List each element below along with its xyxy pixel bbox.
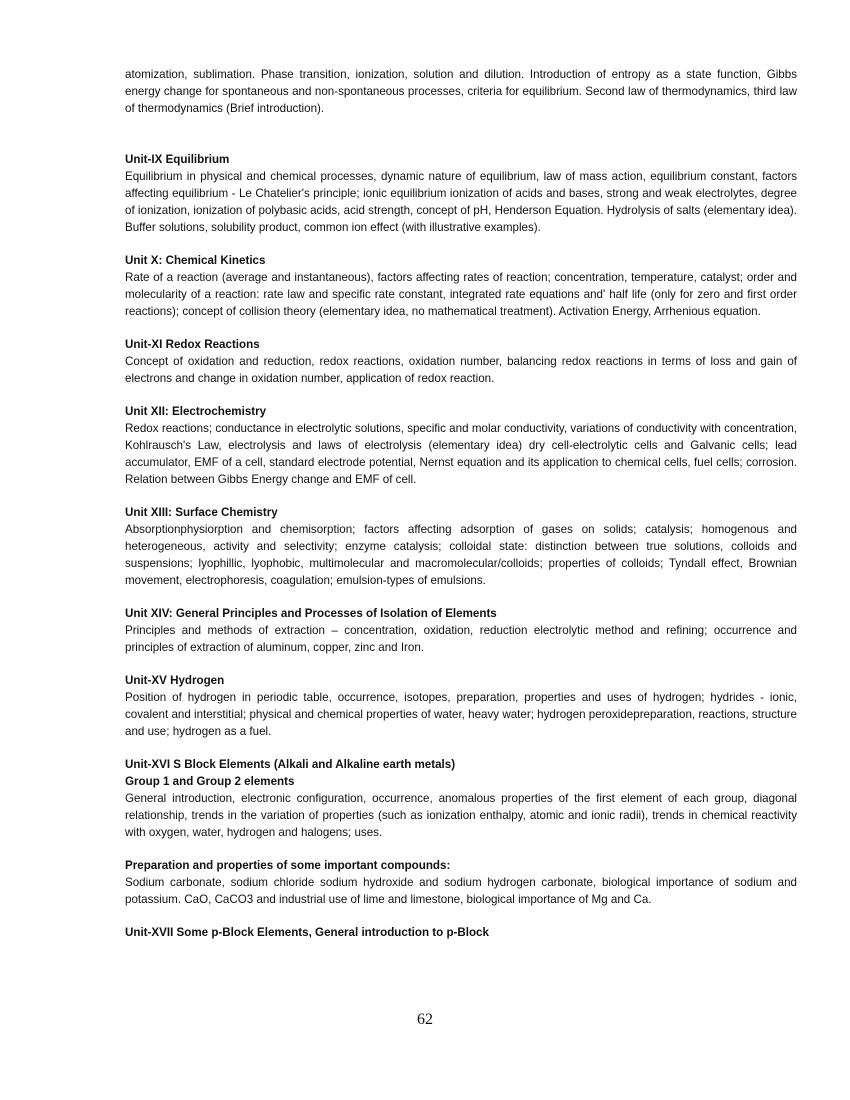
- section-heading: Unit-XVII Some p-Block Elements, General introduction to p-Block: [125, 926, 489, 939]
- section-paragraph: Concept of oxidation and reduction, redox reactions, oxidation number, balancing redox reactions in terms of loss and gain of electrons and change in oxidation number, application of redox reaction.: [125, 355, 797, 385]
- section-paragraph: Redox reactions; conductance in electrolytic solutions, specific and molar conductivity, variations of conductivity with concentration, Kohlrausch's Law, electrolysis and laws of electrolysis (elementary idea) dry cell-electrolytic cells and Galvanic cells; lead accumulator, EMF of a cell, standard electrode potential, Nernst equation and its application to chemical cells, fuel cells; corrosion. Relation between Gibbs Energy change and EMF of cell.: [125, 422, 797, 486]
- section-paragraph: Principles and methods of extraction – concentration, oxidation, reduction electrolytic method and refining; occurrence and principles of extraction of aluminum, copper, zinc and Iron.: [125, 624, 797, 654]
- section-heading: Unit X: Chemical Kinetics: [125, 254, 266, 267]
- section-subheading: Group 1 and Group 2 elements: [125, 775, 295, 788]
- unit-xv-section: [125, 672, 797, 740]
- unit-x-section: [125, 252, 797, 320]
- section-paragraph: Absorptionphysiorption and chemisorption; factors affecting adsorption of gases on solids; catalysis; homogenous and heterogeneous, activity and selectivity; enzyme catalysis; colloidal state: distinction between true solutions, colloids and suspensions; lyophillic, lyophobic, multimolecular and macromolecular/colloids; properties of colloids; Tyndall effect, Brownian movement, electrophoresis, coagulation; emulsion-types of emulsions.: [125, 523, 797, 587]
- section-heading: Unit-IX Equilibrium: [125, 153, 230, 166]
- section-paragraph: Sodium carbonate, sodium chloride sodium hydroxide and sodium hydrogen carbonate, biological importance of sodium and potassium. CaO, CaCO3 and industrial use of lime and limestone, biological importance of Mg and Ca.: [125, 876, 797, 906]
- intro-paragraph: atomization, sublimation. Phase transition, ionization, solution and dilution. Introduction of entropy as a state function, Gibbs energy change for spontaneous and non-spontaneous processes, criteria for equilibrium. Second law of thermodynamics, third law of thermodynamics (Brief introduction).: [125, 68, 797, 115]
- unit-xi-section: [125, 336, 797, 387]
- compounds-section: [125, 857, 797, 908]
- intro-section: [125, 66, 797, 117]
- section-heading: Unit-XVI S Block Elements (Alkali and Alkaline earth metals): [125, 758, 456, 771]
- section-paragraph: General introduction, electronic configuration, occurrence, anomalous properties of the first element of each group, diagonal relationship, trends in the variation of properties (such as ionization enthalpy, atomic and ionic radii), trends in chemical reactivity with oxygen, water, hydrogen and halogens; uses.: [125, 792, 797, 839]
- page-number: 62: [417, 1011, 433, 1028]
- section-heading: Unit-XI Redox Reactions: [125, 338, 260, 351]
- section-paragraph: Position of hydrogen in periodic table, occurrence, isotopes, preparation, properties and uses of hydrogen; hydrides - ionic, covalent and interstitial; physical and chemical properties of water, heavy water; hydrogen peroxidepreparation, reactions, structure and use; hydrogen as a fuel.: [125, 691, 797, 738]
- section-heading: Unit-XV Hydrogen: [125, 674, 225, 687]
- unit-xiv-section: [125, 605, 797, 656]
- unit-xii-section: [125, 403, 797, 488]
- section-paragraph: Equilibrium in physical and chemical processes, dynamic nature of equilibrium, law of mass action, equilibrium constant, factors affecting equilibrium - Le Chatelier's principle; ionic equilibrium ionization of acids and bases, strong and weak electrolytes, degree of ionization, ionization of polybasic acids, acid strength, concept of pH, Henderson Equation. Hydrolysis of salts (elementary idea). Buffer solutions, solubility product, common ion effect (with illustrative examples).: [125, 170, 797, 234]
- unit-xiii-section: [125, 504, 797, 589]
- unit-ix-section: [125, 151, 797, 236]
- unit-xvii-section: [125, 924, 797, 941]
- section-heading: Unit XIV: General Principles and Processes of Isolation of Elements: [125, 607, 497, 620]
- section-heading: Preparation and properties of some important compounds:: [125, 859, 451, 872]
- unit-xvi-section: [125, 756, 797, 841]
- section-heading: Unit XIII: Surface Chemistry: [125, 506, 278, 519]
- section-heading: Unit XII: Electrochemistry: [125, 405, 267, 418]
- section-paragraph: Rate of a reaction (average and instantaneous), factors affecting rates of reaction; concentration, temperature, catalyst; order and molecularity of a reaction: rate law and specific rate constant, integrated rate equations and' half life (only for zero and first order reactions); concept of collision theory (elementary idea, no mathematical treatment). Activation Energy, Arrhenious equation.: [125, 271, 797, 318]
- page-content: [125, 66, 797, 957]
